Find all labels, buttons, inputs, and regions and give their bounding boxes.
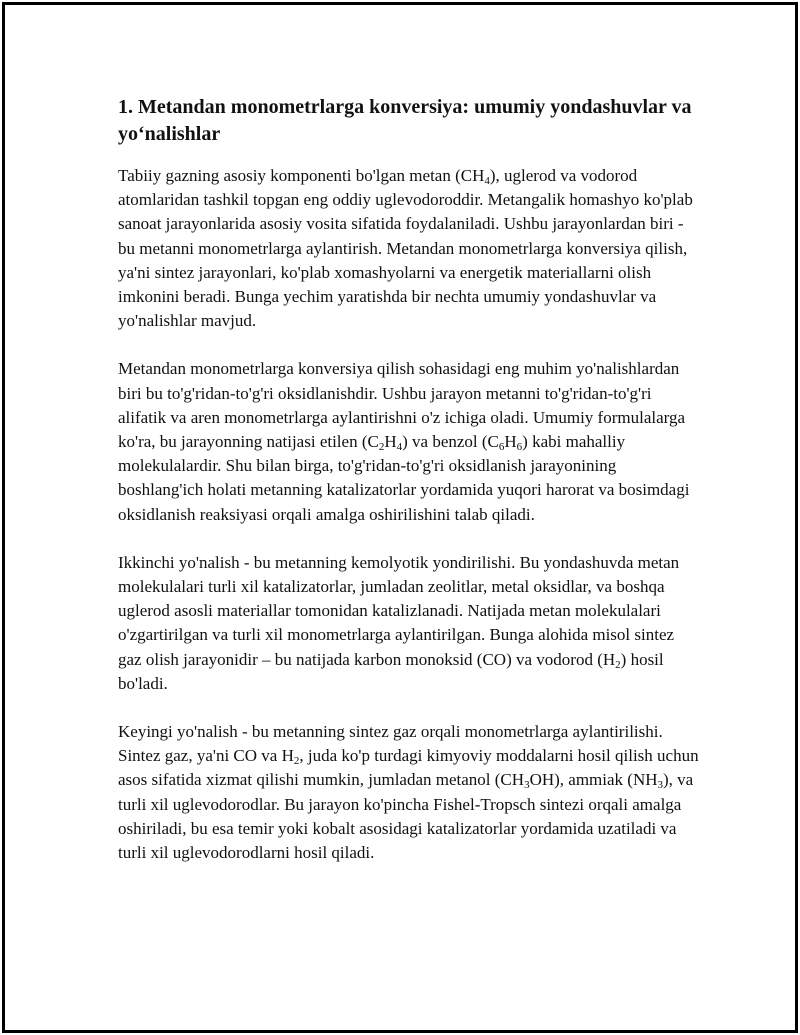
paragraph-4 bbox=[118, 720, 700, 865]
paragraph-2-text-c: ) va benzol (C bbox=[402, 432, 499, 452]
paragraph-3 bbox=[118, 551, 700, 696]
paragraph-4-text-a: Keyingi yo'nalish - bu metanning sintez gaz orqali monometrlarga aylantirilishi. Sintez gaz, ya'ni CO va H bbox=[118, 722, 663, 766]
paragraph-4-sub-a: 2 bbox=[293, 755, 300, 768]
paragraph-2-text-b: H bbox=[384, 432, 397, 452]
paragraph-1-sub-a: 4 bbox=[484, 175, 490, 187]
paragraph-2-text-a: Metandan monometrlarga konversiya qilish sohasidagi eng muhim yo'nalishlardan biri bu to'g'ridan-to'g'ri oksidlanishdir. Ushbu jarayon metanni to'g'ridan-to'g'ri alifatik va aren monometrlarga aylantirishni o'z ichiga oladi. Umumiy formulalarga ko'ra, bu jarayonning natijasi etilen (C bbox=[118, 359, 686, 452]
paragraph-2-sub-b: 4 bbox=[396, 441, 403, 454]
paragraph-4-text-c: OH), ammiak (NH bbox=[529, 770, 658, 790]
paragraph-2-sub-c: 6 bbox=[498, 441, 505, 454]
paragraph-2-text-d: H bbox=[504, 432, 517, 452]
document-body bbox=[118, 94, 700, 889]
paragraph-2-sub-a: 2 bbox=[378, 441, 385, 454]
paragraph-1 bbox=[118, 164, 700, 333]
paragraph-3-text-a: Ikkinchi yo'nalish - bu metanning kemolyotik yondirilishi. Bu yondashuvda metan molekulalari turli xil katalizatorlar, jumladan zeolitlar, metal oksidlar, va boshqa uglerod asosli materiallar tomonidan katalizlanadi. Natijada metan molekulalari o'zgartirilgan va turli xil monometrlarga aylantirilgan. Bunga alohida misol sintez gaz olish jarayonidir – bu natijada karbon monoksid (CO) va vodorod (H bbox=[118, 552, 680, 669]
paragraph-2-sub-d: 6 bbox=[516, 441, 523, 454]
section-heading: 1. Metandan monometrlarga konversiya: umumiy yondashuvlar va yo‘nalishlar bbox=[118, 96, 692, 145]
paragraph-4-sub-c: 3 bbox=[657, 779, 664, 792]
paragraph-4-text-b: , juda ko'p turdagi kimyoviy moddalarni hosil qilish uchun asos sifatida xizmat qilishi mumkin, jumladan metanol (CH bbox=[118, 746, 699, 790]
paragraph-2-text-e: ) kabi mahalliy molekulalardir. Shu bilan birga, to'g'ridan-to'g'ri oksidlanish jarayonining boshlang'ich holati metanning katalizatorlar yordamida yuqori harorat va bosimdagi oksidlanish reaksiyasi orqali amalga oshirilishini talab qiladi. bbox=[118, 432, 690, 524]
paragraph-3-text-b: ) hosil bo'ladi. bbox=[118, 649, 664, 693]
paragraph-4-sub-b: 3 bbox=[524, 779, 530, 792]
paragraph-4-text-d: ), va turli xil uglevodorodlar. Bu jarayon ko'pincha Fishel-Tropsch sintezi orqali amalga oshiriladi, bu esa temir yoki kobalt asosidagi katalizatorlar yordamida uzatiladi va turli xil uglevodorodlarni hosil qiladi. bbox=[118, 770, 694, 863]
paragraph-1-text-b: ), uglerod va vodorod atomlaridan tashkil topgan eng oddiy uglevodoroddir. Metangalik homashyo ko'plab sanoat jarayonlarida asosiy vosita sifatida foydalaniladi. Ushbu jarayonlardan biri - bu metanni monometrlarga aylantirish. Metandan monometrlarga konversiya qilish, ya'ni sintez jarayonlari, ko'plab xomashyolarni va energetik materiallarni olish imkonini beradi. Bunga yechim yaratishda bir nechta umumiy yondashuvlar va yo'nalishlar mavjud. bbox=[118, 166, 693, 331]
paragraph-1-text-a: Tabiiy gazning asosiy komponenti bo'lgan metan (CH bbox=[118, 166, 485, 185]
paragraph-3-sub-a: 2 bbox=[615, 658, 621, 671]
paragraph-2 bbox=[118, 357, 700, 526]
